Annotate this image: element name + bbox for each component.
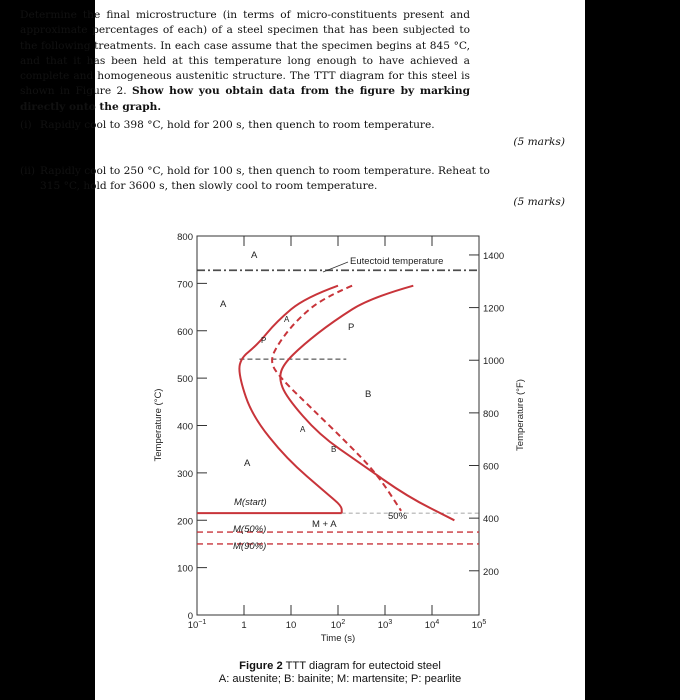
- label-martensite-90: M(90%): [233, 541, 267, 552]
- right-tick-label: 1400: [483, 250, 505, 262]
- right-tick-label: 1200: [483, 303, 505, 315]
- label-pearlite: P: [348, 322, 355, 333]
- intro-text: Determine the final microstructure (in terms of micro-constituents present and approximate percentages of each) of a steel specimen that has been subjected to the following treatments. In each case assume that the specimen begins at 845 °C, and that it has been held at this temperature long enough to have achieved a complete and homogeneous austenitic structure. The TTT diagram for this steel is shown in Figure 2.: [20, 9, 470, 98]
- label-austenite-nose: A: [284, 315, 290, 324]
- eutectoid-label: Eutectoid temperature: [350, 256, 444, 267]
- x-tick-label: 1: [241, 620, 247, 631]
- x-tick-label: $10^2$: [330, 619, 346, 631]
- part-2-text: Rapidly cool to 250 °C, hold for 100 s, then quench to room temperature. Reheat to 315 °C, hold for 3600 s, then slowly cool to room temperature.: [40, 165, 490, 192]
- part-2-marks: (5 marks): [513, 196, 565, 208]
- x-tick-label: $10^5$: [471, 619, 487, 631]
- label-austenite-mid: A: [300, 425, 306, 434]
- part-2-number: (ii): [20, 165, 36, 177]
- caption-figure-number: Figure 2: [239, 660, 283, 672]
- label-martensite-start: M(start): [234, 497, 267, 508]
- left-tick-label: 500: [177, 374, 193, 386]
- label-martensite-austenite: M + A: [312, 519, 337, 530]
- part-1-number: (i): [20, 119, 32, 131]
- left-tick-label: 0: [187, 611, 193, 622]
- figure-caption: [95, 660, 585, 686]
- caption-legend: A: austenite; B: bainite; M: martensite; P: pearlite: [218, 673, 462, 685]
- left-tick-label: 600: [177, 326, 193, 338]
- left-tick-label: 700: [177, 279, 193, 291]
- x-tick-label: $10^3$: [377, 619, 393, 631]
- left-tick-label: 100: [177, 563, 193, 575]
- right-tick-label: 200: [483, 566, 499, 578]
- left-tick-label: 400: [177, 421, 193, 433]
- right-tick-label: 600: [483, 461, 499, 473]
- label-pearlite-small: P: [261, 336, 267, 345]
- right-tick-label: 1000: [483, 356, 505, 368]
- x-tick-label: $10^{-1}$: [187, 619, 207, 631]
- intro-instruction: Show how you obtain data from the figure by marking directly onto the graph.: [20, 85, 470, 113]
- label-austenite-top: A: [251, 250, 258, 261]
- curve-transformation-end: [280, 286, 454, 521]
- label-bainite: B: [365, 389, 372, 400]
- x-axis-title: Time (s): [320, 633, 356, 644]
- label-austenite-left: A: [220, 299, 227, 310]
- caption-title: TTT diagram for eutectoid steel: [282, 660, 441, 672]
- right-axis-title: Temperature (°F): [515, 379, 526, 451]
- x-tick-label: 10: [285, 620, 297, 631]
- label-fifty-percent: 50%: [388, 511, 408, 522]
- x-tick-label: $10^4$: [424, 619, 440, 631]
- left-tick-label: 200: [177, 516, 193, 528]
- left-tick-label: 800: [177, 232, 193, 243]
- label-austenite-lower: A: [244, 458, 251, 469]
- part-1-text: Rapidly cool to 398 °C, hold for 200 s, then quench to room temperature.: [40, 119, 435, 131]
- left-tick-label: 300: [177, 468, 193, 480]
- label-bainite-small: B: [331, 445, 337, 454]
- right-tick-label: 400: [483, 514, 499, 526]
- right-tick-label: 800: [483, 408, 499, 420]
- label-martensite-50: M(50%): [233, 524, 267, 535]
- left-axis-title: Temperature (°C): [153, 388, 164, 462]
- part-1-marks: (5 marks): [513, 136, 565, 148]
